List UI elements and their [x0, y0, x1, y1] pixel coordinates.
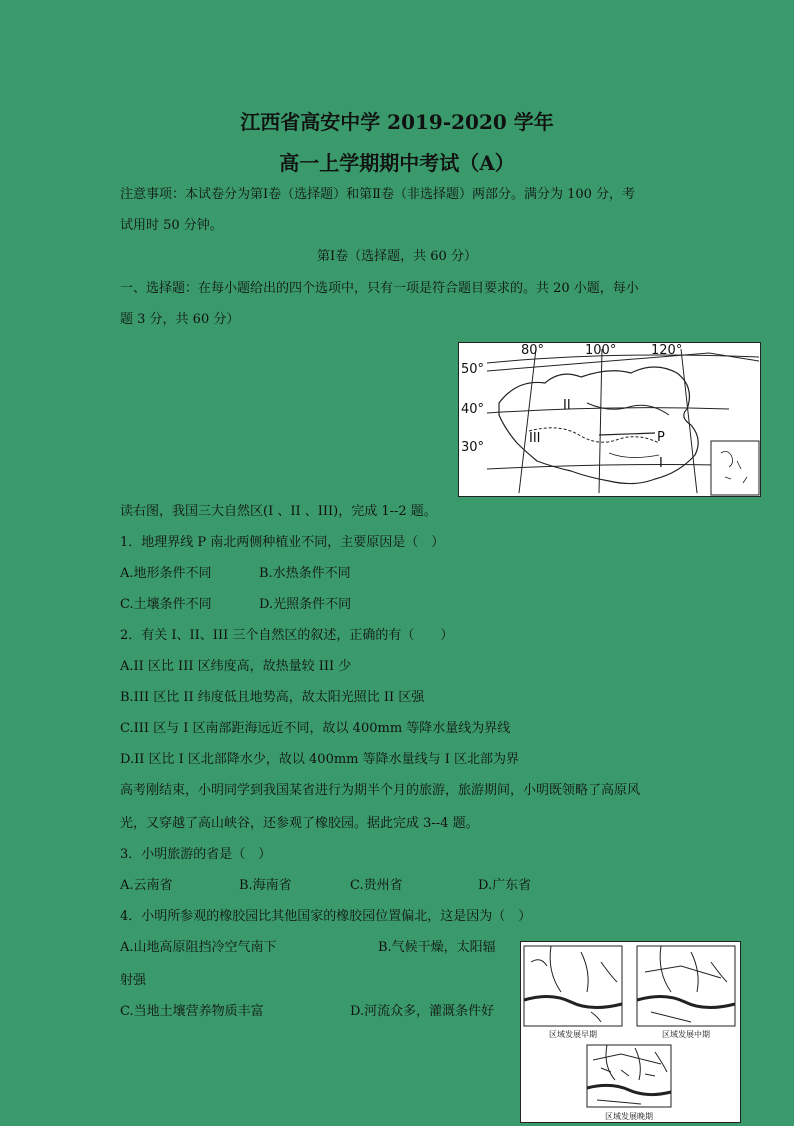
q2-option-b: B.III 区比 II 纬度低且地势高，故太阳光照比 II 区强	[120, 690, 425, 705]
passage-1: 读右图，我国三大自然区(I 、II 、III)，完成 1--2 题。	[120, 504, 437, 519]
q4-stem: 4．小明所参观的橡胶园比其他国家的橡胶园位置偏北，这是因为（ ）	[120, 909, 532, 924]
section-heading: 第Ⅰ卷（选择题，共 60 分）	[317, 249, 477, 264]
map-lon-100: 100°	[585, 343, 617, 358]
q3-stem: 3．小明旅游的省是（ ）	[120, 847, 272, 862]
map-region-ii: II	[563, 398, 571, 413]
map-lat-40: 40°	[461, 402, 485, 417]
notice-line2: 试用时 50 分钟。	[120, 218, 223, 233]
q2-option-c: C.III 区与 I 区南部距海远近不同，故以 400mm 等降水量线为界线	[120, 721, 511, 736]
dev-label-middle: 区域发展中期	[662, 1030, 710, 1039]
dev-label-late: 区域发展晚期	[605, 1112, 653, 1121]
passage-2-line2: 光，又穿越了高山峡谷，还参观了橡胶园。据此完成 3--4 题。	[120, 816, 479, 831]
development-drawing	[521, 942, 740, 1122]
map-point-p: P	[657, 430, 665, 445]
notice-line1: 注意事项：本试卷分为第Ⅰ卷（选择题）和第Ⅱ卷（非选择题）两部分。满分为 100 分，考	[120, 187, 636, 202]
q3-option-d: D.广东省	[478, 878, 532, 893]
passage-2-line1: 高考刚结束，小明同学到我国某省进行为期半个月的旅游，旅游期间，小明既领略了高原风	[120, 783, 641, 798]
china-regions-map	[458, 342, 761, 497]
dev-label-early: 区域发展早期	[549, 1030, 597, 1039]
q1-option-d: D.光照条件不同	[259, 597, 352, 612]
map-lat-50: 50°	[461, 362, 485, 377]
map-region-iii: III	[529, 431, 541, 446]
map-region-i: I	[659, 456, 663, 471]
q4-option-d: D.河流众多，灌溉条件好	[350, 1004, 495, 1019]
map-lon-80: 80°	[521, 343, 545, 358]
q3-option-b: B.海南省	[239, 878, 292, 893]
map-drawing	[459, 343, 760, 496]
q2-option-d: D.II 区比 I 区北部降水少，故以 400mm 等降水量线与 I 区北部为界	[120, 752, 520, 767]
q1-stem: 1．地理界线 P 南北两侧种植业不同，主要原因是（ ）	[120, 535, 445, 550]
q1-option-a: A.地形条件不同	[120, 566, 212, 581]
q4-option-b: B.气候干燥，太阳辐	[378, 940, 496, 955]
q4-option-c: C.当地土壤营养物质丰富	[120, 1004, 264, 1019]
map-lon-120: 120°	[651, 343, 683, 358]
section-instruction-line2: 题 3 分，共 60 分）	[120, 312, 240, 327]
exam-title: 江西省高安中学 2019-2020 学年	[240, 110, 554, 134]
q4-option-b-continued: 射强	[120, 973, 147, 988]
q3-option-c: C.贵州省	[350, 878, 403, 893]
q1-option-c: C.土壤条件不同	[120, 597, 212, 612]
q4-option-a: A.山地高原阻挡冷空气南下	[120, 940, 277, 955]
q2-option-a: A.II 区比 III 区纬度高，故热量较 III 少	[120, 659, 352, 674]
q3-option-a: A.云南省	[120, 878, 173, 893]
regional-development-figure	[520, 941, 741, 1123]
q1-option-b: B.水热条件不同	[259, 566, 351, 581]
q2-stem: 2．有关 I、II、III 三个自然区的叙述，正确的有（ ）	[120, 628, 454, 643]
section-instruction-line1: 一、选择题：在每小题给出的四个选项中，只有一项是符合题目要求的。共 20 小题，每小	[120, 281, 639, 296]
exam-subtitle: 高一上学期期中考试（A）	[279, 151, 515, 175]
map-lat-30: 30°	[461, 440, 485, 455]
